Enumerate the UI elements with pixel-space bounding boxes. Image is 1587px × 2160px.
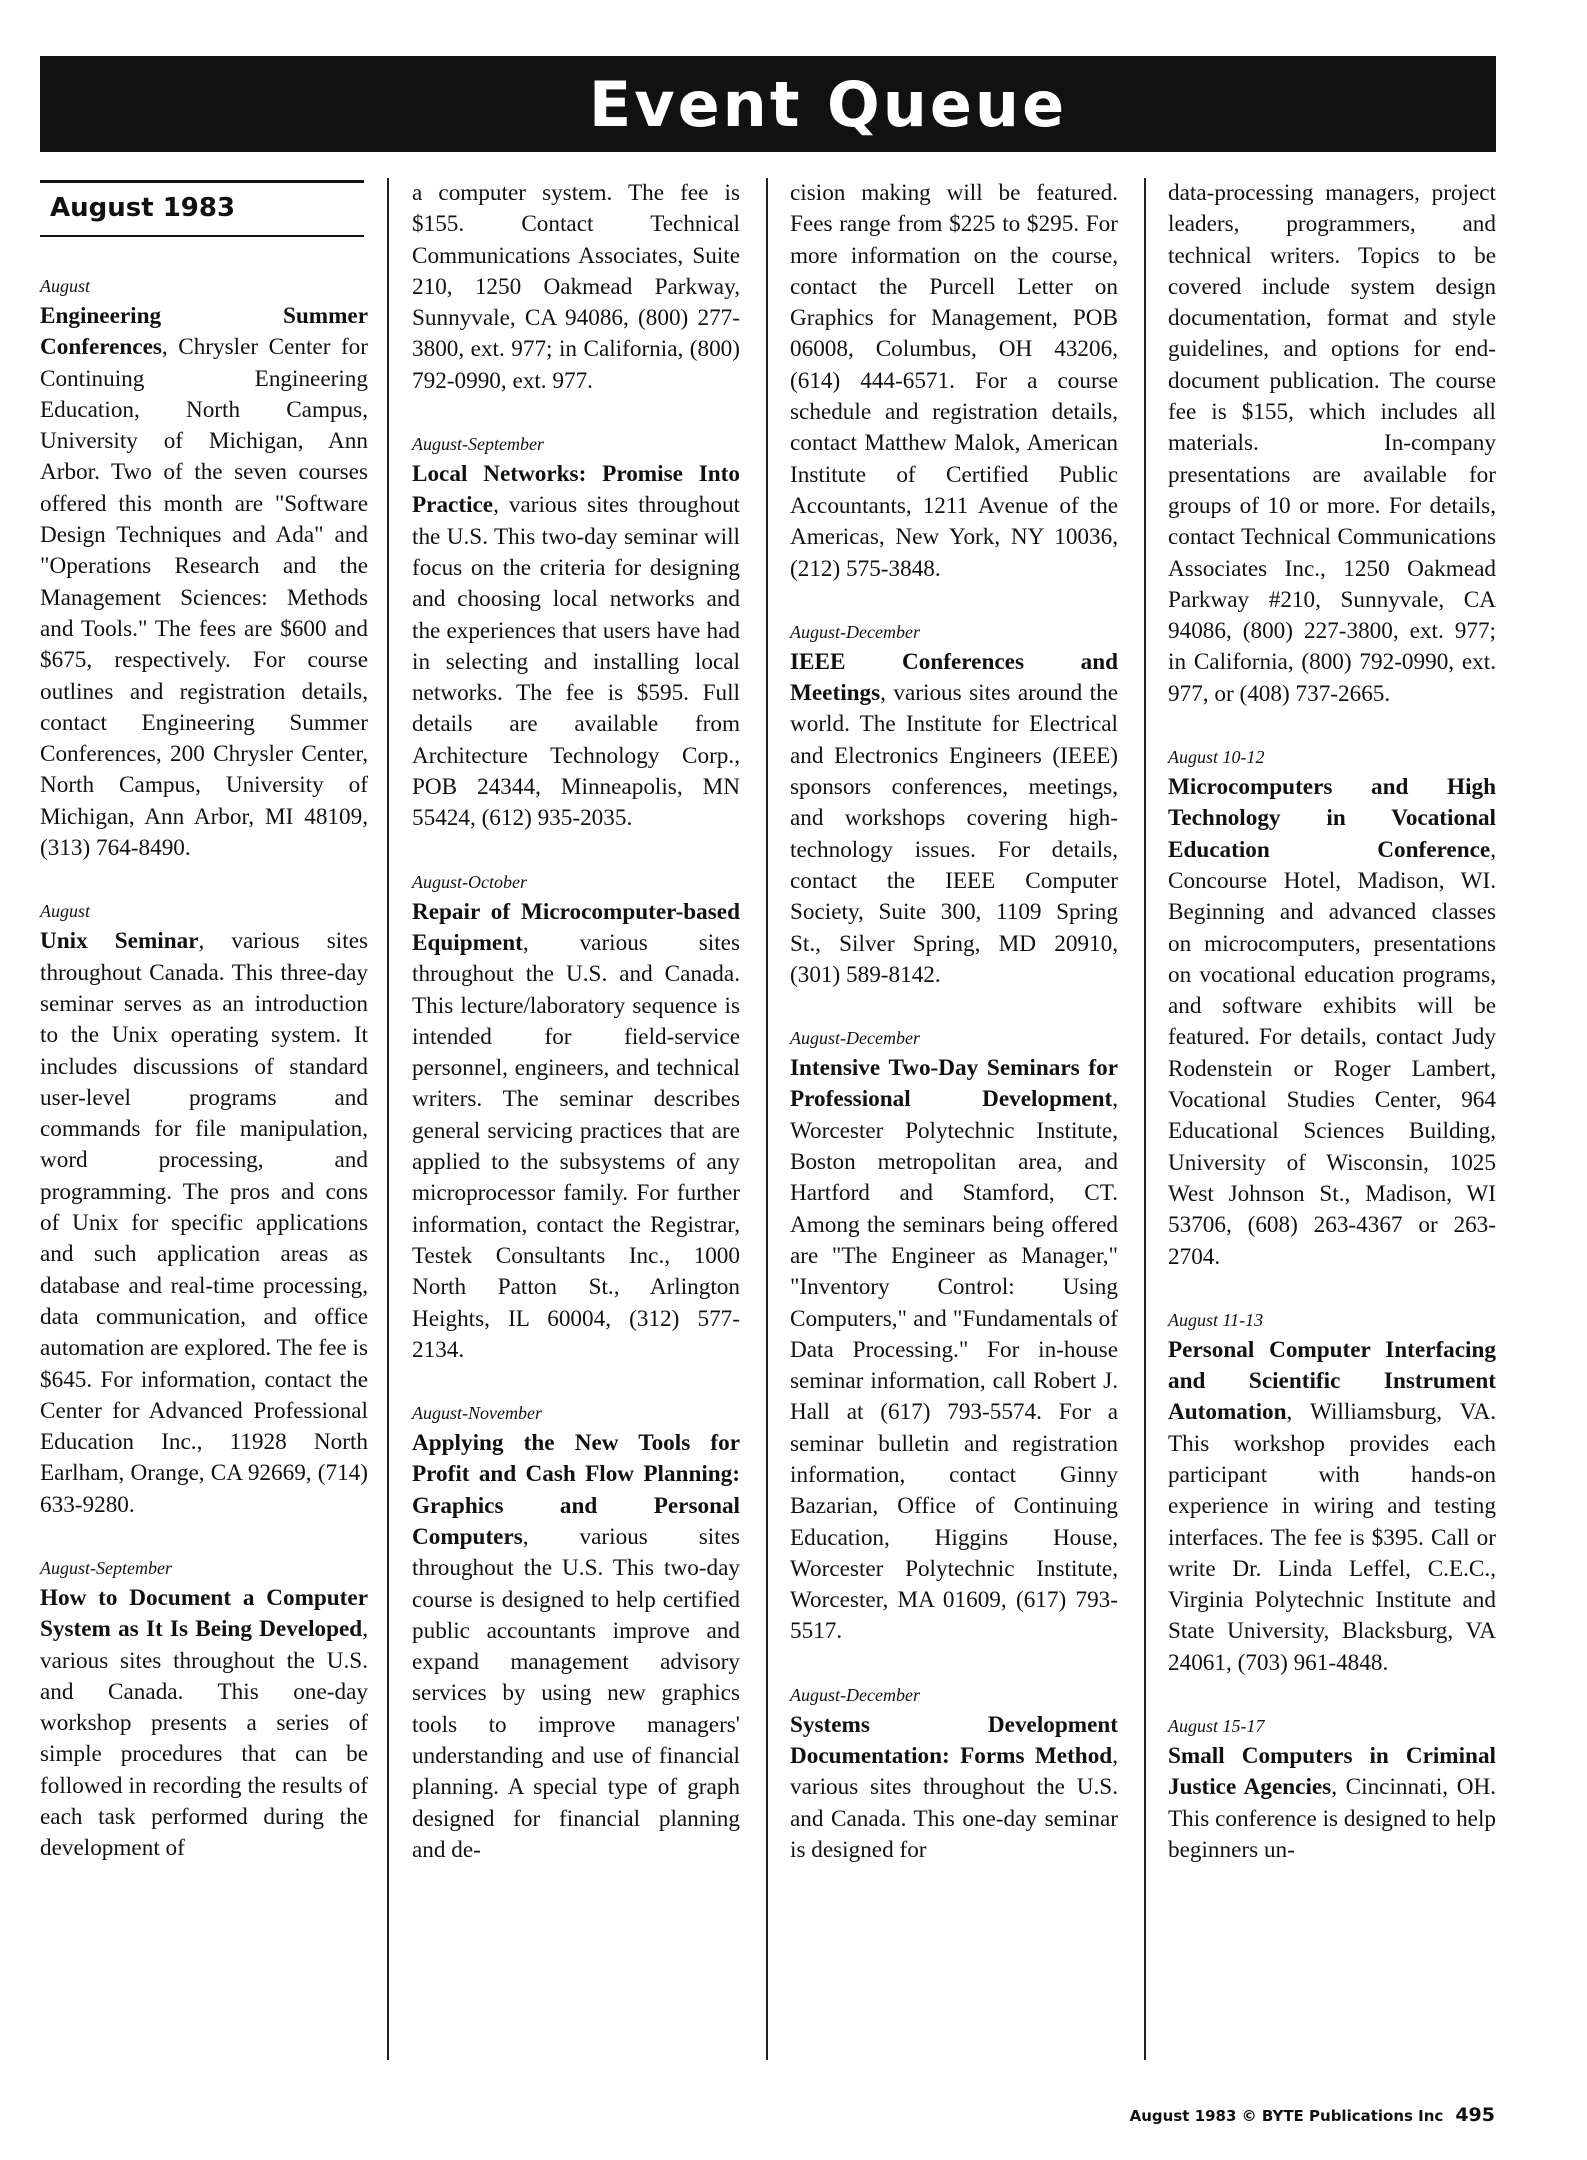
event-body: , various sites throughout the U.S. and Canada. This one-day seminar is designed for <box>790 1743 1118 1863</box>
event-title: Unix Seminar <box>40 928 199 955</box>
event-body: , Concourse Hotel, Madison, WI. Beginning and advanced classes on microcomputers, presentations on vocational education programs, and software exhibits will be featured. For details, contact Judy Rodenstein or Roger Lambert, Vocational Studies Center, 964 Educational Sciences Building, University of Wisconsin, 1025 West Johnson St., Madison, WI 53706, (608) 263-4367 or 263-2704. <box>1168 836 1496 1270</box>
event-body: , various sites throughout the U.S. This two-day course is designed to help certified public accountants improve and expand management advisory services by using new graphics tools to improve managers' understanding and use of financial planning. A special type of graph designed for financial planning and de- <box>412 1523 740 1863</box>
continued-text: a computer system. The fee is $155. Contact Technical Communications Associates, Suite 210, 1250 Oakmead Parkway, Sunnyvale, CA 94086, (800) 277-3800, ext. 977; in California, (800) 792-0990, ext. 977. <box>412 180 740 394</box>
event-body: , Chrysler Center for Continuing Engineering Education, North Campus, University of Michigan, Ann Arbor. Two of the seven courses offered this month are "Software Design Techniques and Ada" and "Operations Research and the Management Sciences: Methods and Tools." The fees are $600 and $675, respectively. For course outlines and registration details, contact Engineering Summer Conferences, 200 Chrysler Center, North Campus, University of Michigan, Ann Arbor, MI 48109, (313) 764-8490. <box>40 334 368 862</box>
event-entry <box>1168 1307 1496 1679</box>
event-title: Personal Computer Interfacing and Scientific Instrument Automation <box>1168 1336 1496 1426</box>
column-divider <box>1144 178 1146 2060</box>
event-entry <box>40 1555 368 1865</box>
event-entry <box>412 1400 740 1866</box>
event-date: August 15-17 <box>1168 1716 1265 1737</box>
event-entry <box>790 1682 1118 1866</box>
continued-text: data-processing managers, project leaders, programmers, and technical writers. Topics to be covered include system design documentation, format and style guidelines, and options for end-document publication. The course fee is $155, which includes all materials. In-company presentations are available for groups of 10 or more. For details, contact Technical Communications Associates Inc., 1250 Oakmead Parkway #210, Sunnyvale, CA 94086, (800) 227-3800, ext. 977; in California, (800) 792-0990, ext. 977, or (408) 737-2665. <box>1168 180 1496 707</box>
event-title: Intensive Two-Day Seminars for Professional Development <box>790 1055 1118 1113</box>
event-date: August-September <box>412 434 544 455</box>
column-divider <box>766 178 768 2060</box>
footer-credit: August 1983 © BYTE Publications Inc <box>1129 2107 1444 2125</box>
column-4 <box>1168 178 1496 1900</box>
event-entry <box>412 431 740 835</box>
column-divider <box>387 178 389 2060</box>
event-body: , Cincinnati, OH. This conference is designed to help beginners un- <box>1168 1774 1497 1863</box>
event-date: August <box>40 901 91 922</box>
column-3 <box>790 178 1118 1900</box>
event-entry <box>1168 1713 1496 1866</box>
event-title: Engineering Summer Conferences <box>40 303 368 361</box>
event-body: , various sites around the world. The Institute for Electrical and Electronics Engineers (IEEE) sponsors conferences, meetings, and workshops covering high-technology issues. For details, contact the IEEE Computer Society, Suite 300, 1109 Spring St., Silver Spring, MD 20910, (301) 589-8142. <box>790 680 1118 988</box>
event-queue-banner <box>40 56 1496 152</box>
event-body: , Williamsburg, VA. This workshop provides each participant with hands-on experience in wiring and testing interfaces. The fee is $395. Call or write Dr. Linda Leffel, C.E.C., Virginia Polytechnic Institute and State University, Blacksburg, VA 24061, (703) 961-4848. <box>1168 1399 1496 1676</box>
month-heading-box <box>40 180 364 237</box>
event-date: August-December <box>790 1028 920 1049</box>
event-title: Local Networks: Promise Into Practice <box>412 461 740 519</box>
event-title: Small Computers in Criminal Justice Agencies <box>1168 1743 1496 1801</box>
event-body: , various sites throughout the U.S. This two-day seminar will focus on the criteria for designing and choosing local networks and the experiences that users have had in selecting and installing local networks. The fee is $595. Full details are available from Architecture Technology Corp., POB 24344, Minneapolis, MN 55424, (612) 935-2035. <box>412 492 740 832</box>
event-date: August-December <box>790 621 920 642</box>
event-date: August-December <box>790 1684 920 1705</box>
event-title: How to Document a Computer System as It Is Being Developed <box>40 1584 368 1643</box>
event-entry <box>790 1025 1118 1648</box>
event-date: August 10-12 <box>1168 747 1265 768</box>
column-2 <box>412 178 740 1900</box>
continued-text: cision making will be featured. Fees range from $225 to $295. For more information on the course, contact the Purcell Letter on Graphics for Management, POB 06008, Columbus, OH 43206, (614) 444-6571. For a course schedule and registration details, contact Matthew Malok, American Institute of Certified Public Accountants, 1211 Avenue of the Americas, New York, NY 10036, (212) 575-3848. <box>790 180 1118 582</box>
column-1 <box>40 180 368 1899</box>
event-body: , various sites throughout the U.S. and Canada. This one-day workshop presents a series of simple procedures that can be followed in recording the results of each task performed during the development of <box>40 1616 368 1862</box>
event-title: Microcomputers and High Technology in Vocational Education Conference <box>1168 774 1496 863</box>
event-body: , various sites throughout Canada. This three-day seminar serves as an introduction to the Unix operating system. It includes discussions of standard user-level programs and commands for file manipulation, word processing, and programming. The pros and cons of Unix for specific applications and such application areas as database and real-time processing, data communication, and office automation are explored. The fee is $645. For information, contact the Center for Advanced Professional Education Inc., 11928 North Earlham, Orange, CA 92669, (714) 633-9280. <box>40 928 369 1518</box>
event-title: Systems Development Documentation: Forms Method <box>790 1711 1118 1770</box>
event-date: August-September <box>40 1557 172 1578</box>
event-entry <box>40 898 368 1521</box>
event-date: August-October <box>412 871 527 892</box>
page-number: 495 <box>1455 2104 1495 2126</box>
event-title: Repair of Microcomputer-based Equipment <box>412 898 740 956</box>
event-date: August 11-13 <box>1168 1309 1264 1330</box>
page-footer <box>1130 2104 1495 2126</box>
event-entry <box>790 619 1118 991</box>
event-entry <box>412 869 740 1366</box>
event-date: August-November <box>412 1403 542 1424</box>
event-title: IEEE Conferences and Meetings <box>790 648 1118 707</box>
event-entry <box>40 273 368 864</box>
month-heading: August 1983 <box>50 193 236 224</box>
event-body: , various sites throughout the U.S. and Canada. This lecture/laboratory sequence is intended for field-service personnel, engineers, and technical writers. The seminar describes general servicing practices that are applied to the subsystems of any microprocessor family. For further information, contact the Registrar, Testek Consultants Inc., 1000 North Patton St., Arlington Heights, IL 60004, (312) 577-2134. <box>412 929 740 1363</box>
event-body: , Worcester Polytechnic Institute, Boston metropolitan area, and Hartford and Stamford, CT. Among the seminars being offered are "The Engineer as Manager," "Inventory Control: Using Computers," and "Fundamentals of Data Processing." For in-house seminar information, call Robert J. Hall at (617) 793-5574. For a seminar bulletin and registration information, contact Ginny Bazarian, Office of Continuing Education, Higgins House, Worcester Polytechnic Institute, Worcester, MA 01609, (617) 793-5517. <box>790 1086 1118 1645</box>
event-title: Applying the New Tools for Profit and Cash Flow Planning: Graphics and Personal Computers <box>412 1430 740 1550</box>
event-date: August <box>40 276 91 296</box>
page-title: Event Queue <box>588 67 1068 141</box>
event-entry <box>1168 744 1496 1273</box>
